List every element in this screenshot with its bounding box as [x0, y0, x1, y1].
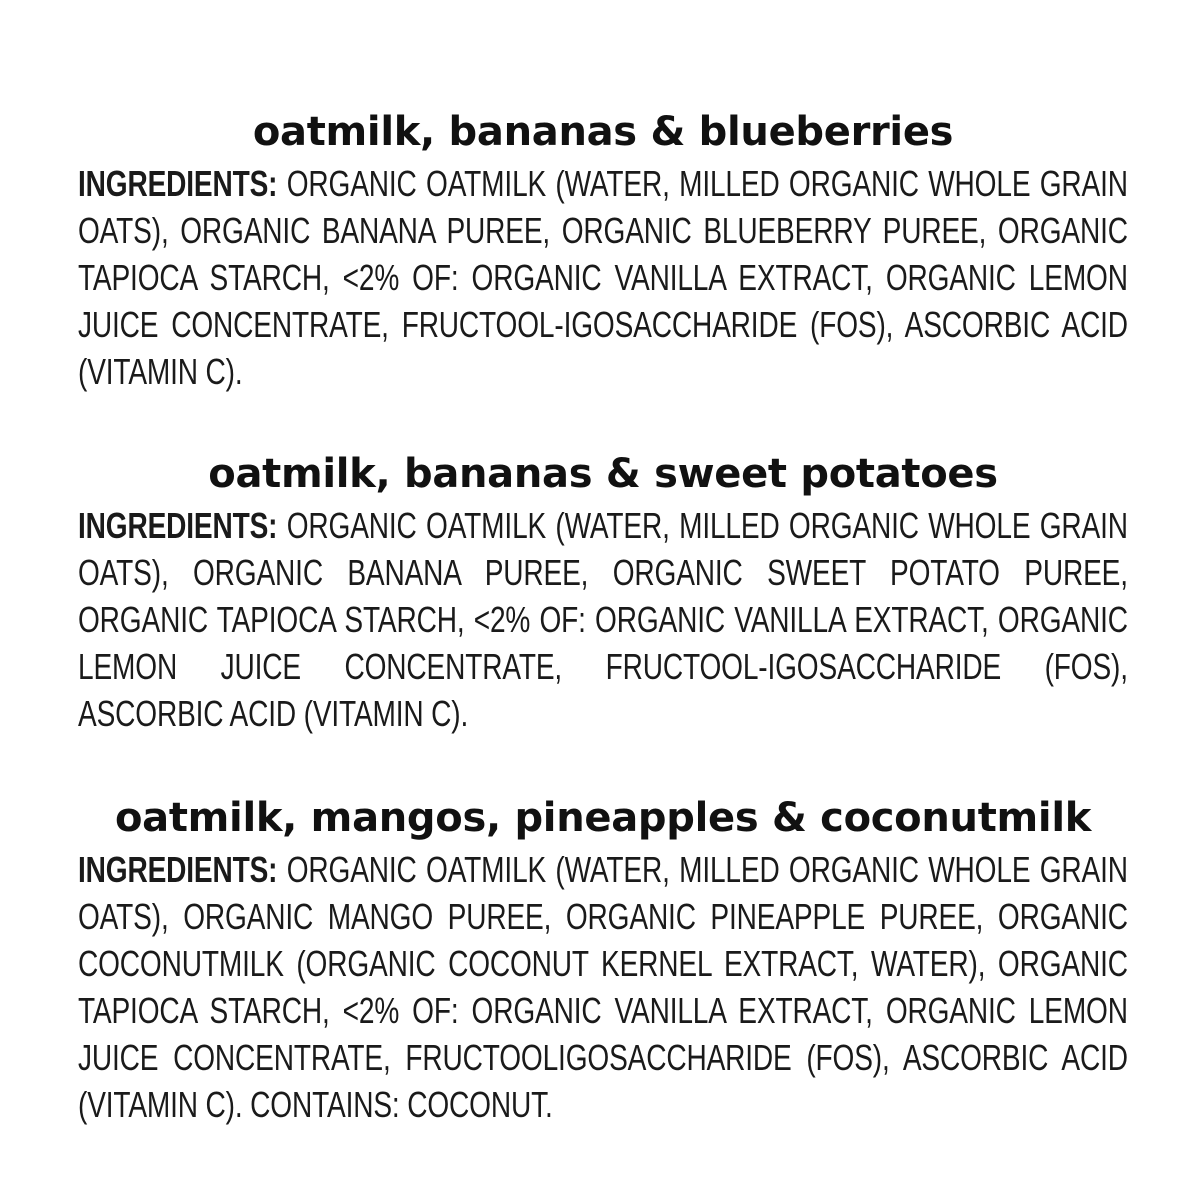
ingredients-list: [78, 846, 1128, 1128]
ingredients-text: ORGANIC OATMILK (WATER, MILLED ORGANIC WHOLE GRAIN OATS), ORGANIC BANANA PUREE, ORGANIC SWEET POTATO PUREE, ORGANIC TAPIOCA STARCH, <2% OF: ORGANIC VANILLA EXTRACT, ORGANIC LEMON JUICE CONCENTRATE, FRUCTOOL-IGOSACCHARIDE (FOS), ASCORBIC ACID (VITAMIN C).: [78, 505, 1128, 734]
product-block-mangos-pineapples: [78, 794, 1128, 1128]
product-title: oatmilk, mangos, pineapples & coconutmilk: [114, 795, 1092, 841]
ingredients-text: ORGANIC OATMILK (WATER, MILLED ORGANIC WHOLE GRAIN OATS), ORGANIC BANANA PUREE, ORGANIC BLUEBERRY PUREE, ORGANIC TAPIOCA STARCH, <2% OF: ORGANIC VANILLA EXTRACT, ORGANIC LEMON JUICE CONCENTRATE, FRUCTOOL-IGOSACCHARIDE (FOS), ASCORBIC ACID (VITAMIN C).: [78, 163, 1128, 392]
ingredients-label: INGREDIENTS:: [78, 505, 278, 546]
ingredients-label: INGREDIENTS:: [78, 849, 278, 890]
ingredients-label: INGREDIENTS:: [78, 163, 278, 204]
ingredients-list: [78, 160, 1128, 395]
product-title: oatmilk, bananas & blueberries: [252, 109, 954, 155]
ingredients-list: [78, 502, 1128, 737]
product-block-sweet-potatoes: [78, 450, 1128, 737]
product-title: oatmilk, bananas & sweet potatoes: [208, 451, 998, 497]
product-block-blueberries: [78, 108, 1128, 395]
ingredients-text: ORGANIC OATMILK (WATER, MILLED ORGANIC WHOLE GRAIN OATS), ORGANIC MANGO PUREE, ORGANIC PINEAPPLE PUREE, ORGANIC COCONUTMILK (ORGANIC COCONUT KERNEL EXTRACT, WATER), ORGANIC TAPIOCA STARCH, <2% OF: ORGANIC VANILLA EXTRACT, ORGANIC LEMON JUICE CONCENTRATE, FRUCTOOLIGOSACCHARIDE (FOS), ASCORBIC ACID (VITAMIN C). CONTAINS: COCONUT.: [78, 849, 1128, 1125]
